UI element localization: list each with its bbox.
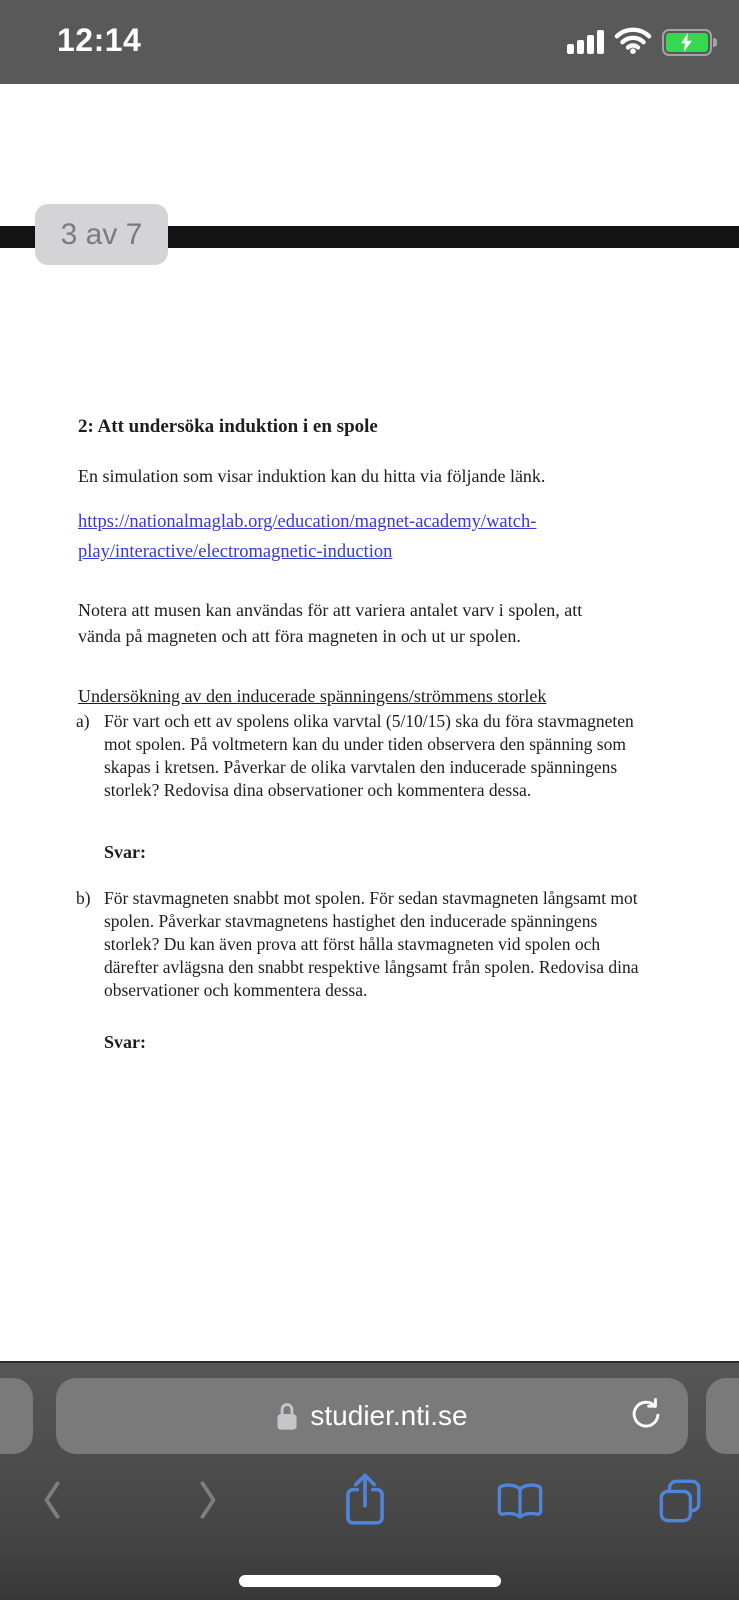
item-line: därefter avlägsna den snabbt respektive långsamt från spolen. Redovisa dina (104, 957, 639, 977)
status-icons (567, 0, 718, 84)
tabs-button[interactable] (653, 1474, 707, 1528)
chevron-left-icon (41, 1480, 63, 1520)
home-indicator[interactable] (239, 1575, 501, 1587)
wifi-icon (614, 26, 652, 59)
item-line: storlek? Redovisa dina observationer och kommentera dessa. (104, 780, 532, 800)
reload-icon (628, 1398, 664, 1434)
status-bar (0, 0, 739, 84)
doc-intro: En simulation som visar induktion kan du hitta via följande länk. (78, 466, 546, 486)
back-button[interactable] (37, 1476, 67, 1524)
item-line: mot spolen. På voltmetern kan du under tiden observera den spänning som (104, 734, 626, 754)
list-marker: b) (76, 888, 91, 908)
answer-label-b: Svar: (104, 1032, 146, 1052)
note-line: vända på magneten och att föra magneten in och ut ur spolen. (78, 626, 521, 646)
section-heading: Undersökning av den inducerade spänningens/strömmens storlek (78, 686, 547, 706)
address-bar[interactable] (56, 1378, 688, 1454)
answer-label-a: Svar: (104, 842, 146, 862)
bookmarks-icon (496, 1481, 544, 1521)
document-page (0, 84, 739, 1361)
item-line: För stavmagneten snabbt mot spolen. För sedan stavmagneten långsamt mot (104, 888, 638, 908)
next-tab-partial[interactable] (706, 1378, 739, 1454)
share-icon (342, 1470, 388, 1528)
item-line: spolen. Påverkar stavmagnetens hastighet den inducerade spänningens (104, 911, 598, 931)
status-time: 12:14 (57, 22, 142, 58)
item-line: skapas i kretsen. Påverkar de olika varvtalen den inducerade spänningens (104, 757, 618, 777)
doc-note (78, 597, 582, 649)
item-line: För vart och ett av spolens olika varvtal (5/10/15) ska du föra stavmagneten (104, 711, 634, 731)
charging-bolt-icon (680, 33, 693, 52)
link-line: https://nationalmaglab.org/education/magnet-academy/watch- (78, 512, 537, 532)
item-line: observationer och kommentera dessa. (104, 980, 368, 1000)
reload-button[interactable] (626, 1396, 666, 1436)
address-text: studier.nti.se (310, 1400, 468, 1431)
tabs-icon (657, 1478, 703, 1524)
cellular-signal-icon (567, 30, 604, 54)
chevron-right-icon (197, 1480, 219, 1520)
bookmarks-button[interactable] (492, 1477, 548, 1525)
list-item-b (76, 887, 639, 1002)
pdf-viewer[interactable] (0, 84, 739, 1361)
list-item-a (76, 710, 634, 802)
item-line: storlek? Du kan även prova att först hålla stavmagneten vid spolen och (104, 934, 601, 954)
battery-charging-icon (662, 29, 718, 56)
page-indicator-badge: 3 av 7 (35, 204, 168, 265)
doc-heading: 2: Att undersöka induktion i en spole (78, 416, 378, 437)
list-marker: a) (76, 711, 90, 731)
note-line: Notera att musen kan användas för att variera antalet varv i spolen, att (78, 600, 583, 620)
lock-icon (276, 1401, 298, 1431)
link-line: play/interactive/electromagnetic-induction (78, 542, 393, 562)
previous-tab-partial[interactable] (0, 1378, 33, 1454)
forward-button[interactable] (193, 1476, 223, 1524)
share-button[interactable] (338, 1466, 392, 1532)
browser-toolbar (0, 1361, 739, 1600)
external-link[interactable] (78, 507, 536, 567)
